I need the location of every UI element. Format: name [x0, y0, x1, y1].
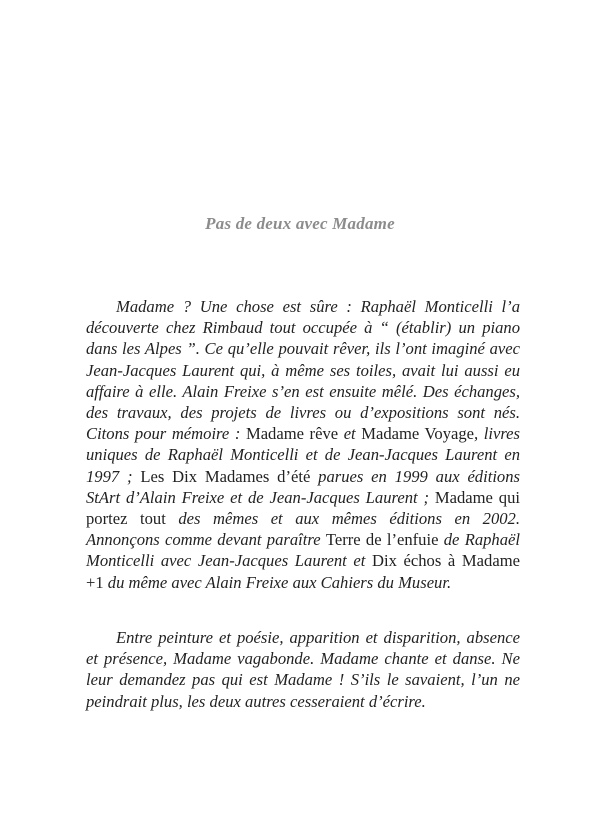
book-title: Madame rêve: [245, 424, 339, 444]
paragraph-conclusion: Entre peinture et poésie, apparition et disparition, absence et présence, Madame vagabonde. Madame chante et danse. Ne leur demandez pas qui est Madame ! S’ils le savaient, l’un ne peindrait plus, les deux autres cesseraient d’écrire.: [86, 628, 520, 711]
book-title: Madame qui portez tout: [86, 487, 520, 529]
text-run: Madame ? Une chose est sûre : Raphaël Monticelli l’a découverte chez Rimbaud tout occupée à “ (établir) un piano dans les Alpes ”. Ce qu’elle pouvait rêver, ils l’ont imaginé avec Jean-Jacques Laurent qui, à même ses toiles, avait lui aussi eu affaire à elle. Alain Freixe s’en est ensuite mêlé. Des échanges, des travaux, des projets de livres ou d’expositions sont nés. Citons pour mémoire :: [86, 297, 520, 444]
text-run: des mêmes et aux mêmes éditions en 2002. Annonçons comme devant paraître: [86, 509, 520, 550]
text-run: , livres uniques de Raphaël Monticelli et de Jean-Jacques Laurent en 1997 ;: [86, 424, 520, 486]
book-title: Les Dix Madames d’été: [140, 466, 311, 486]
page-title: Pas de deux avec Madame: [205, 214, 395, 233]
text-run: du même avec Alain Freixe aux Cahiers du Museur.: [103, 572, 452, 592]
book-title: Dix échos à Madame +1: [86, 551, 520, 592]
paragraph-intro: [86, 296, 520, 593]
text-run: et: [338, 424, 362, 444]
book-title: Madame Voyage: [361, 424, 475, 444]
text-run: de Raphaël Monticelli avec Jean-Jacques Laurent et: [86, 530, 520, 571]
text-run: parues en 1999 aux éditions StArt d’Alain Freixe et de Jean-Jacques Laurent ;: [86, 466, 520, 507]
book-title: Terre de l’enfuie: [325, 530, 439, 550]
